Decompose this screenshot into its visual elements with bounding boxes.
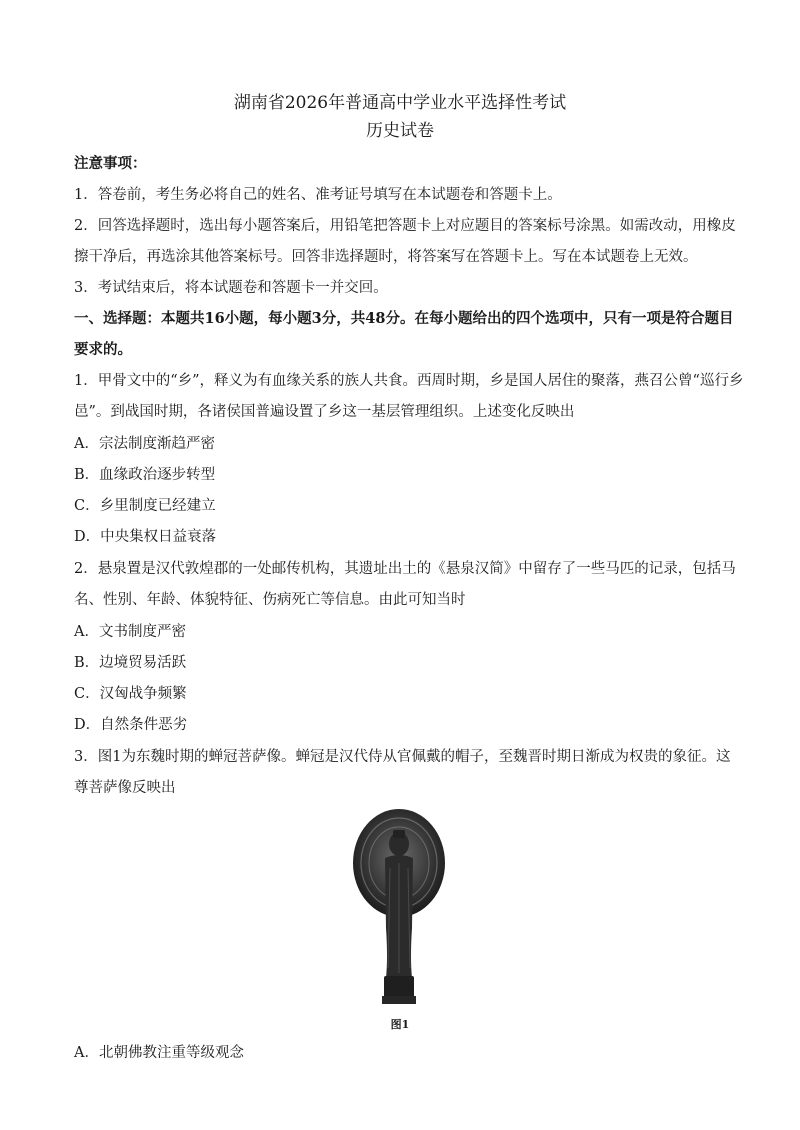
question-2-option-c: C．汉匈战争频繁 — [74, 686, 187, 702]
notice-item: 2．回答选择题时，选出每小题答案后，用铅笔把答题卡上对应题目的答案标号涂黑。如需改动，用橡皮 — [74, 218, 736, 234]
exam-title: 湖南省2026年普通高中学业水平选择性考试 — [233, 93, 567, 113]
notice-heading: 注意事项： — [74, 155, 147, 172]
section-heading-cont: 要求的。 — [74, 341, 132, 358]
notice-item: 擦干净后，再选涂其他答案标号。回答非选择题时，将答案写在答题卡上。写在本试题卷上无效。 — [74, 249, 698, 265]
question-1-option-c: C．乡里制度已经建立 — [74, 498, 216, 514]
question-1-stem: 1．甲骨文中的“乡”，释义为有血缘关系的族人共食。西周时期，乡是国人居住的聚落，燕召公曾“巡行乡 — [74, 373, 744, 389]
bodhisattva-statue-figure — [352, 808, 446, 1008]
question-1-stem-cont: 邑”。到战国时期，各诸侯国普遍设置了乡这一基层管理组织。上述变化反映出 — [74, 404, 575, 420]
notice-item: 3．考试结束后，将本试题卷和答题卡一并交回。 — [74, 280, 388, 296]
question-3-option-a: A．北朝佛教注重等级观念 — [74, 1045, 244, 1061]
figure-caption: 图1 — [390, 1018, 410, 1031]
question-2-option-d: D．自然条件恶劣 — [74, 717, 188, 733]
question-1-option-d: D．中央集权日益衰落 — [74, 529, 217, 545]
notice-item: 1．答卷前，考生务必将自己的姓名、准考证号填写在本试题卷和答题卡上。 — [74, 187, 562, 203]
question-2-option-a: A．文书制度严密 — [74, 624, 186, 640]
question-3-stem-cont: 尊菩萨像反映出 — [74, 780, 176, 796]
question-2-stem: 2．悬泉置是汉代敦煌郡的一处邮传机构，其遗址出土的《悬泉汉简》中留存了一些马匹的记录，包括马 — [74, 561, 736, 577]
question-1-option-a: A．宗法制度渐趋严密 — [74, 436, 215, 452]
question-2-option-b: B．边境贸易活跃 — [74, 655, 187, 671]
question-3-stem: 3．图1为东魏时期的蝉冠菩萨像。蝉冠是汉代侍从官佩戴的帽子，至魏晋时期日渐成为权贵的象征。这 — [74, 749, 731, 765]
exam-subtitle: 历史试卷 — [366, 121, 434, 141]
question-2-stem-cont: 名、性别、年龄、体貌特征、伤病死亡等信息。由此可知当时 — [74, 592, 466, 608]
question-1-option-b: B．血缘政治逐步转型 — [74, 467, 216, 483]
section-heading: 一、选择题：本题共16小题，每小题3分，共48分。在每小题给出的四个选项中，只有一项是符合题目 — [74, 310, 734, 327]
